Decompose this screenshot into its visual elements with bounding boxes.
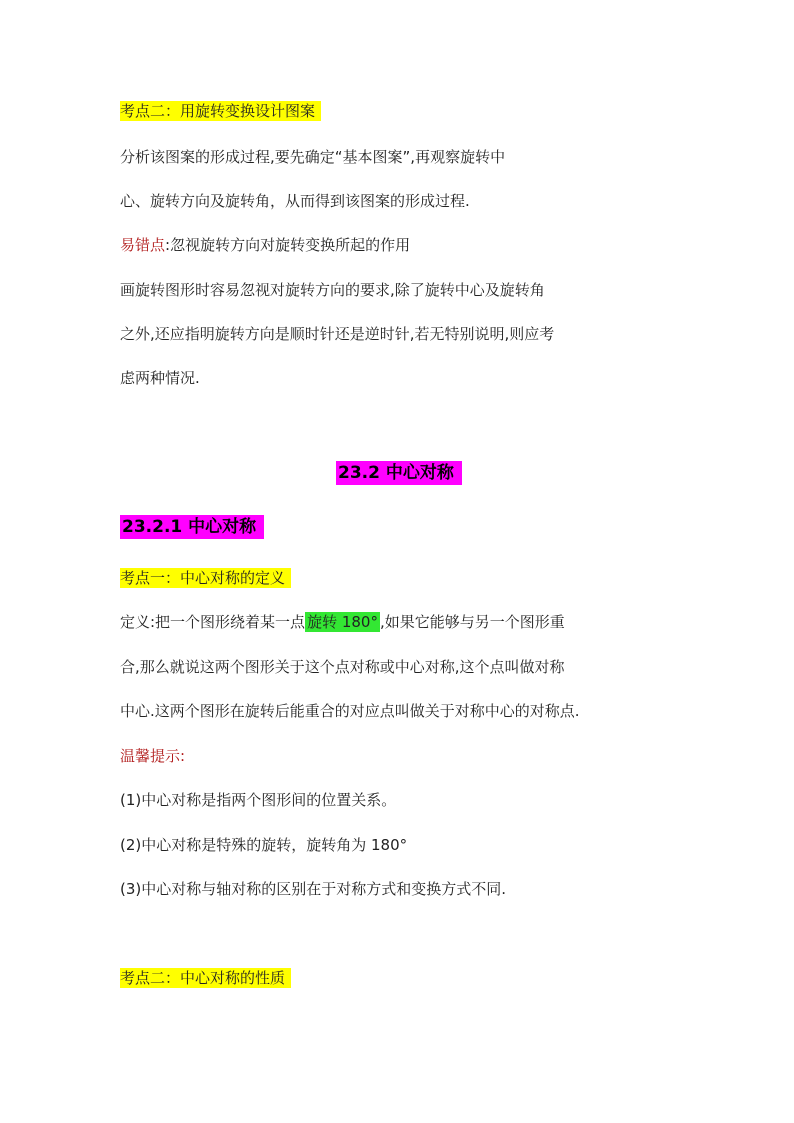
definition-line: 中心.这两个图形在旋转后能重合的对应点叫做关于对称中心的对称点.: [120, 702, 580, 720]
paragraph-line: 之外,还应指明旋转方向是顺时针还是逆时针,若无特别说明,则应考: [120, 325, 555, 343]
pitfall-label: 易错点: [120, 236, 166, 254]
subsection-title-text: 23.2.1 中心对称: [120, 515, 264, 539]
paragraph-line: 虑两种情况.: [120, 369, 200, 387]
tip-item: (1)中心对称是指两个图形间的位置关系。: [120, 791, 397, 809]
definition-line: [120, 611, 565, 633]
tip-item: (2)中心对称是特殊的旋转，旋转角为 180°: [120, 836, 408, 854]
heading-text: 考点二：用旋转变换设计图案: [120, 101, 321, 121]
definition-text: 定义:把一个图形绕着某一点: [120, 613, 306, 631]
pitfall-text: :忽视旋转方向对旋转变换所起的作用: [165, 236, 411, 254]
definition-line: 合,那么就说这两个图形关于这个点对称或中心对称,这个点叫做对称: [120, 658, 565, 676]
tip-label: 温馨提示:: [120, 747, 186, 765]
heading-text: 考点二：中心对称的性质: [120, 968, 291, 988]
tip-item: (3)中心对称与轴对称的区别在于对称方式和变换方式不同.: [120, 880, 507, 898]
section-heading-rotation-design: [120, 100, 321, 122]
subsection-title: [120, 516, 264, 538]
paragraph-line: 画旋转图形时容易忽视对旋转方向的要求,除了旋转中心及旋转角: [120, 281, 545, 299]
definition-text: ,如果它能够与另一个图形重: [379, 613, 565, 631]
paragraph-line: 心、旋转方向及旋转角，从而得到该图案的形成过程.: [120, 192, 470, 210]
heading-text: 考点一：中心对称的定义: [120, 568, 291, 588]
pitfall-line: [120, 234, 410, 256]
section-heading-definition: [120, 567, 291, 589]
section-heading-properties: [120, 967, 291, 989]
paragraph-line: 分析该图案的形成过程,要先确定“基本图案”,再观察旋转中: [120, 148, 506, 166]
chapter-title: [336, 462, 462, 484]
chapter-title-text: 23.2 中心对称: [336, 461, 462, 485]
highlight-rotation-180: 旋转 180°: [307, 613, 378, 631]
